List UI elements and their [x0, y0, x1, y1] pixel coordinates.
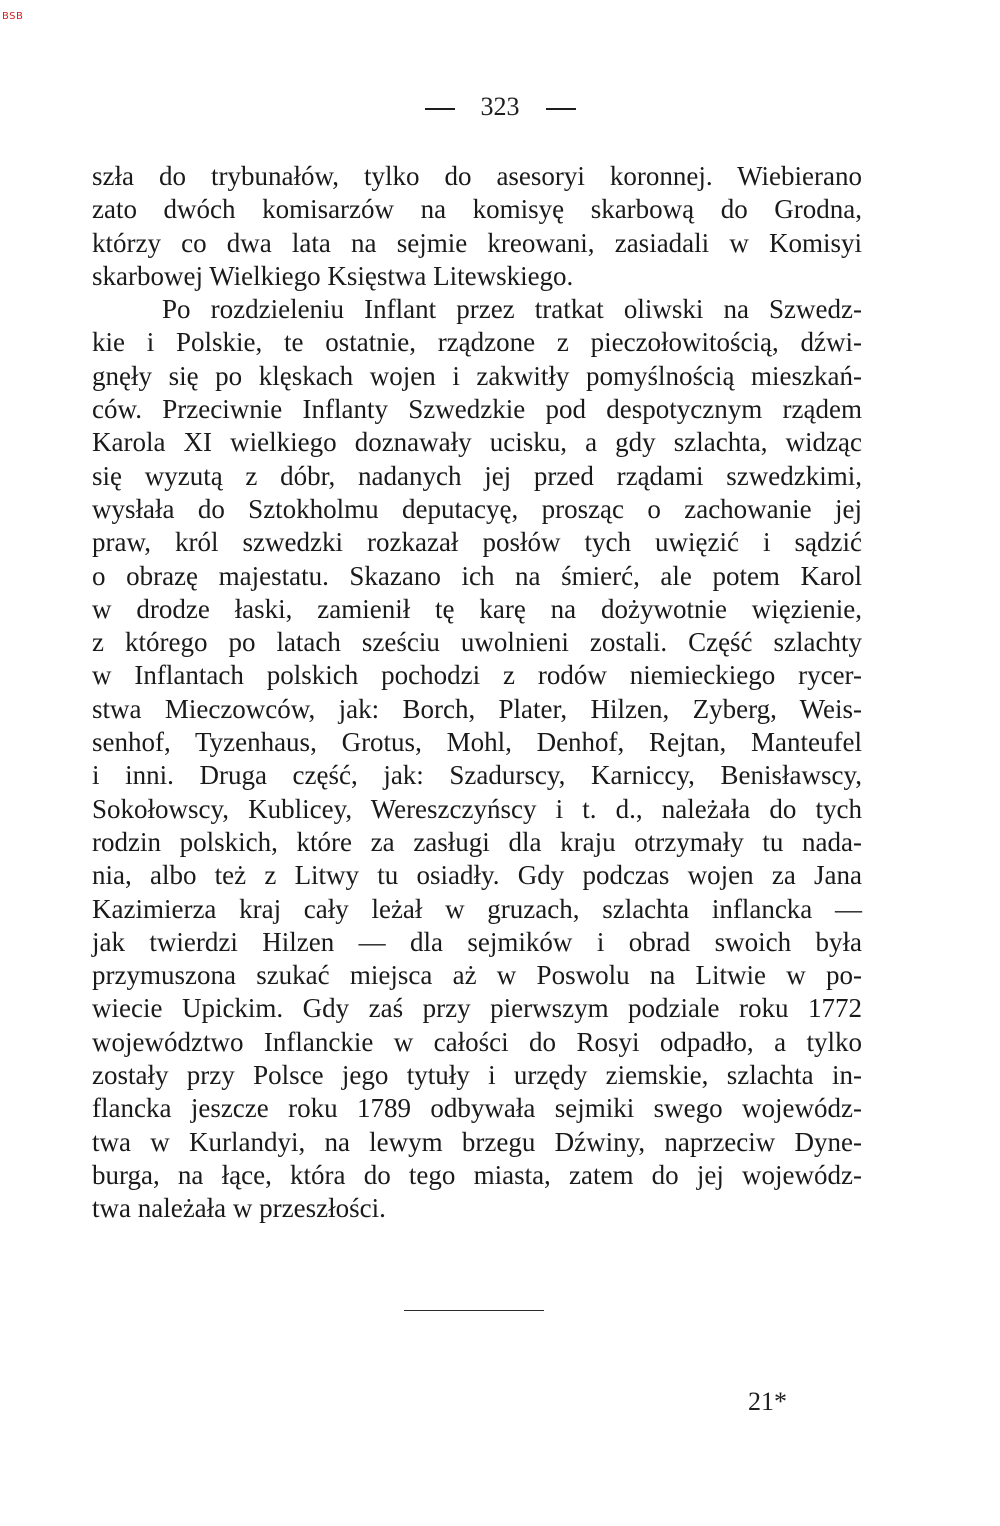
- text-line: szła do trybunałów, tylko do asesoryi koronnej. Wiebierano: [92, 161, 862, 191]
- section-divider: [404, 1310, 544, 1311]
- page-number: 323: [480, 92, 520, 121]
- text-line: w Inflantach polskich pochodzi z rodów niemieckiego rycer-: [92, 660, 862, 691]
- text-line: skarbowej Wielkiego Księstwa Litewskiego.: [92, 260, 574, 291]
- text-line: wysłała do Sztokholmu deputacyę, prosząc o zachowanie jej: [92, 493, 862, 524]
- page-header: [0, 92, 1000, 122]
- text-line: burga, na łące, która do tego miasta, zatem do jej wojewódz-: [92, 1159, 862, 1190]
- text-line: zato dwóch komisarzów na komisyę skarbową do Grodna,: [92, 194, 862, 225]
- printer-signature-mark: 21*: [748, 1387, 787, 1416]
- text-line: przymuszona szukać miejsca aż w Poswolu na Litwie w po-: [92, 960, 862, 991]
- text-line: którzy co dwa lata na sejmie kreowani, zasiadali w Komisyi: [92, 227, 862, 258]
- text-line: flancka jeszcze roku 1789 odbywała sejmiki swego wojewódz-: [92, 1093, 862, 1124]
- header-dash-right: [546, 108, 576, 110]
- text-line: rodzin polskich, które za zasługi dla kraju otrzymały tu nada-: [92, 826, 862, 857]
- text-line: stwa Mieczowców, jak: Borch, Plater, Hilzen, Zyberg, Weis-: [92, 693, 862, 724]
- text-line: zostały przy Polsce jego tytuły i urzędy ziemskie, szlachta in-: [92, 1060, 862, 1091]
- text-line: jak twierdzi Hilzen — dla sejmików i obrad swoich była: [92, 926, 862, 957]
- header-dash-left: [425, 108, 455, 110]
- text-line: województwo Inflanckie w całości do Rosyi odpadło, a tylko: [92, 1026, 862, 1057]
- text-line: praw, król szwedzki rozkazał posłów tych uwięzić i sądzić: [92, 527, 862, 558]
- text-line: twa należała w przeszłości.: [92, 1193, 386, 1224]
- text-line: się wyzutą z dóbr, nadanych jej przed rządami szwedzkimi,: [92, 460, 862, 491]
- text-line: w drodze łaski, zamienił tę karę na dożywotnie więzienie,: [92, 593, 862, 624]
- text-line: twa w Kurlandyi, na lewym brzegu Dźwiny, naprzeciw Dyne-: [92, 1126, 862, 1157]
- library-watermark: BSB: [2, 11, 24, 22]
- text-line: gnęły się po klęskach wojen i zakwitły pomyślnością mieszkań-: [92, 360, 862, 391]
- text-line: Karola XI wielkiego doznawały ucisku, a gdy szlachta, widząc: [92, 427, 862, 458]
- text-line: z którego po latach sześciu uwolnieni zostali. Część szlachty: [92, 627, 862, 658]
- text-line: Kazimierza kraj cały leżał w gruzach, szlachta inflancka —: [92, 893, 862, 924]
- text-line: senhof, Tyzenhaus, Grotus, Mohl, Denhof, Rejtan, Manteufel: [92, 727, 862, 758]
- text-line: i inni. Druga część, jak: Szadurscy, Karniccy, Benisławscy,: [92, 760, 862, 791]
- body-text: [92, 160, 862, 1226]
- text-line: kie i Polskie, te ostatnie, rządzone z pieczołowitością, dźwi-: [92, 327, 862, 358]
- text-line: wiecie Upickim. Gdy zaś przy pierwszym podziale roku 1772: [92, 993, 862, 1024]
- text-line: ców. Przeciwnie Inflanty Szwedzkie pod despotycznym rządem: [92, 394, 862, 425]
- text-line: Sokołowscy, Kublicey, Wereszczyńscy i t. d., należała do tych: [92, 793, 862, 824]
- text-line: nia, albo też z Litwy tu osiadły. Gdy podczas wojen za Jana: [92, 860, 862, 891]
- text-line: o obrazę majestatu. Skazano ich na śmierć, ale potem Karol: [92, 560, 862, 591]
- paragraph-start-line: Po rozdzieleniu Inflant przez tratkat oliwski na Szwedz-: [162, 294, 862, 325]
